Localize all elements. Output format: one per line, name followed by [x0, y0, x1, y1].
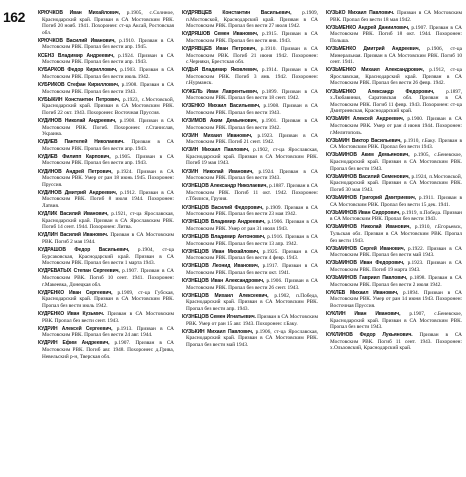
- entry-name: КУБАРКОВ Федор Кириллович,: [38, 67, 118, 74]
- entry-details: р.1913. Призван в СА Мостовским РВК. Пропал без вести 24 авг. 1944.: [42, 325, 174, 339]
- entry-details: р.1905. Призван в СА Мостовским РВК. Пропал без вести апр. 1943.: [42, 153, 174, 167]
- entry-name: КУКЛЕВ Михаил Иванович,: [326, 289, 399, 296]
- entry-details: Призван в СА Мостовским РВК. Пропал без вести апр. 1943.: [42, 139, 174, 152]
- list-item: [326, 10, 462, 23]
- list-item: [38, 82, 174, 95]
- entry-name: КУДРАШОВ Федор Васильевич,: [38, 247, 130, 254]
- list-item: [182, 219, 318, 232]
- list-item: [38, 118, 174, 138]
- column-left: [38, 10, 174, 472]
- entry-details: р.1904, ст-ца Бурсаковская, Краснодарский край. Призван в СА Мостовским РВК. Пропал без вести 1 марта 1943.: [42, 247, 174, 267]
- entry-details: р.1923. Призван в СА Мостовским РВК. Погиб 19 марта 1943.: [330, 260, 462, 273]
- entry-details: Призван в СА Мостовским РВК. Погиб 11 сент. 1943. Похоронен: х.Ольховский, Краснодарский край.: [330, 332, 462, 352]
- entry-details: р.1906. Призван в СА Мостовским РВК. Умер от ран 31 июля 1943.: [186, 219, 318, 232]
- list-item: [38, 10, 174, 36]
- list-item: [38, 53, 174, 66]
- list-item: [38, 326, 174, 339]
- list-item: [182, 234, 318, 247]
- entry-name: КУДРЯВЦЕВ Иван Петрович,: [182, 45, 257, 52]
- entry-details: Призван в СА Мостовским РВК. Умер от ран 15 авг. 1943. Похоронен: г.Баку.: [186, 313, 318, 327]
- list-item: [38, 139, 174, 152]
- list-item: [182, 183, 318, 203]
- entry-name: КУДИНОВ Николай Андреевич,: [38, 117, 117, 124]
- entry-details: р.1910, г.Егорьевск, Тульская обл. Призван в СА Мостовским РВК. Пропал без вести 1943.: [330, 224, 462, 244]
- list-item: [326, 67, 462, 87]
- entry-details: р.1921, ст-ца Ярославская, Краснодарский край. Призван в СА Ярославским РВК. Погиб 14 сент. 1944. Похоронен: Литва.: [42, 211, 174, 231]
- entry-name: КУЗЬМЕНКО Александр Федорович,: [326, 88, 435, 95]
- list-item: [182, 329, 318, 349]
- entry-details: р.1898. Призван в СА Мостовским РВК. Пропал без вести 2 июля 1942.: [330, 274, 462, 288]
- entry-details: р.1887. Призван в СА Мостовским РВК. Погиб 11 окт. 1942. Похоронен: г.Тбилиси, Грузия.: [186, 183, 318, 203]
- list-item: [182, 133, 318, 146]
- list-item: [326, 275, 462, 288]
- entry-details: р.1917. Призван в СА Мостовским РВК. Пропал без вести окт. 1941.: [186, 263, 318, 276]
- list-item: [326, 210, 462, 223]
- entry-name: КУЗНЕЦОВ Василий Федорович,: [182, 204, 264, 211]
- entry-name: КУКЛИН Иван Иванович,: [326, 310, 401, 317]
- entry-details: р.1909. Призван в СА Мостовским РВК. Пропал без вести 23 мая 1942.: [186, 204, 318, 218]
- list-item: [326, 195, 462, 208]
- entry-name: КУДРИН Ефим Андреевич,: [38, 340, 110, 347]
- entry-details: р.1922. Призван в СА Мостовским РВК. Пропал без вести май 1943.: [330, 245, 462, 259]
- list-item: [182, 67, 318, 87]
- column-right: [326, 10, 462, 472]
- list-item: [38, 247, 174, 267]
- entry-details: р.1903. Призван в СА Мостовским РВК. Пропал без вести июль 1942.: [42, 67, 174, 80]
- entry-name: КУЗЕНКО Михаил Васильевич,: [182, 103, 261, 110]
- entry-name: КУДРЕНКО Иван Кузьмич.: [38, 310, 105, 317]
- entry-details: р.1924. Призван в СА Мостовским РВК. Пропал без вести 1943.: [186, 168, 318, 182]
- entry-name: КУЗЬМЕНКО Дмитрий Андреевич,: [326, 45, 420, 52]
- entry-name: КУДИНОВ Андрей Петрович,: [38, 168, 113, 175]
- entry-name: КСЕНЗ Владимир Андреевич,: [38, 52, 115, 59]
- entry-name: КРЮЧКОВ Иван Михайлович,: [38, 10, 120, 16]
- list-item: [182, 10, 318, 30]
- entry-name: КУДРИН Алексей Сергеевич,: [38, 325, 113, 332]
- entry-details: Призван в СА Мостовским РВК. Погиб 2 мая 1944.: [42, 232, 174, 245]
- entry-name: КУДРЕНКО Иван Сергеевич,: [38, 289, 113, 296]
- entry-details: р.1925. Призван в СА Мостовским РВК. Пропал без вести 4 февр. 1943.: [186, 248, 318, 262]
- list-item: [38, 169, 174, 189]
- entry-name: КУЗНЕЦОВ Владимир Андреевич,: [182, 219, 266, 226]
- entry-name: КУЗЬМЕНКО Михаил Александрович,: [326, 67, 424, 74]
- list-item: [182, 103, 318, 116]
- entry-name: КУЗИН Михаил Павлович,: [182, 147, 250, 154]
- list-item: [326, 290, 462, 310]
- entry-details: р.1910. Призван в СА Мостовским РВК. Пропал без вести апр. 1945.: [42, 37, 174, 51]
- list-item: [182, 293, 318, 313]
- entry-details: р.1894. Призван в СА Мостовским РВК. Умер от ран 14 июня 1943. Похоронен: Восточная Пруссия.: [330, 289, 462, 309]
- entry-details: р.1908. Призван в СА Мостовским РВК. Пропал без вести 1943.: [42, 81, 174, 95]
- list-item: [326, 25, 462, 45]
- list-item: [182, 169, 318, 182]
- entry-details: р.1923. Призван в СА Мостовским РВК. Погиб 21 сент. 1942.: [186, 132, 318, 146]
- entry-name: КУЗНЕЦОВ Семен Игнатьевич.: [182, 313, 256, 320]
- list-item: [38, 154, 174, 167]
- page-number: 162: [3, 9, 25, 25]
- entry-name: КУЗЬМИНОВ Иван Федорович,: [326, 260, 405, 267]
- list-item: [38, 211, 174, 231]
- entry-details: р.1916. Призван в СА Мостовским РВК. Пропал без вести 13 апр. 1942.: [186, 233, 318, 247]
- entry-name: КУЗИМОВ Аким Демьянович,: [182, 117, 258, 124]
- entry-name: КУБРИКОВ Стефан Кириллович,: [38, 81, 120, 88]
- entry-details: р.1902, ст-ца Ярославская, Краснодарский край. Призван в СА Мостовским РВК. Погиб 19 мая 1943.: [186, 147, 318, 167]
- entry-details: р.1905, с.Беневское, Краснодарский край. Призван в СА Мостовским РВК. Пропал без вести 1943.: [330, 152, 462, 172]
- entry-name: КУЗНЕЦОВ Иван Александрович,: [182, 277, 265, 284]
- list-item: [38, 232, 174, 245]
- list-item: [182, 147, 318, 167]
- list-item: [182, 263, 318, 276]
- entry-details: р.1907. Призван в СА Мостовским РВК. Погиб 18 окт. 1944. Похоронен: Польша.: [330, 24, 462, 44]
- entry-details: р.1919, п.Победа. Призван в СА Мостовским РВК. Пропал без вести 1943.: [330, 209, 462, 223]
- entry-name: КУДЬЯ Владимир Яковлевич,: [182, 67, 259, 74]
- list-item: [182, 249, 318, 262]
- entry-details: р.1912, ст-ца Ярославская, Краснодарский край. Призван в СА Мостовским РВК. Пропал без вести 26 февр. 1942.: [330, 67, 462, 87]
- list-item: [182, 278, 318, 291]
- entry-name: КУДИЕВ Пантелей Николаевич.: [38, 139, 125, 146]
- columns-container: [38, 10, 462, 472]
- entry-details: р.1915. Призван в СА Мостовским РВК. Пропал без вести янв. 1943.: [186, 31, 318, 44]
- list-item: [38, 97, 174, 117]
- list-item: [38, 340, 174, 360]
- entry-name: КУЗНЕЦОВ Иван Михайлович,: [182, 248, 260, 255]
- entry-details: р.1914. Призван в СА Мостовским РВК. Погиб 3 янв. 1942. Похоронен: г.Нурманск.: [186, 67, 318, 87]
- entry-details: Призван в СА Мостовским РВК. Пропал без вести сент. 1943.: [42, 310, 174, 324]
- entry-name: КУЗЬМИНОВ Иван Сидорович,: [326, 209, 401, 216]
- entry-name: КУЗЬМИНОВ Николай Иванович,: [326, 224, 411, 231]
- list-item: [182, 118, 318, 131]
- entry-name: КУЗЬМЕНКО Андрей Даниилович,: [326, 24, 410, 31]
- entry-details: р.1902, п.Победа, Краснодарский край. Призван в СА Мостовским РВК. Пропал без вести апр. 1943.: [186, 292, 318, 312]
- list-item: [38, 67, 174, 80]
- entry-name: КУДРЯВЦЕВ Константин Васильевич,: [182, 10, 292, 16]
- entry-details: р.1909, п.Мостовской, Краснодарский край. Призван в СА Мостовским РВК. Пропал без вести 27 июля 1942.: [186, 10, 318, 30]
- list-item: [182, 314, 318, 327]
- entry-details: р.1924. Призван в СА Мостовским РВК. Пропал без вести апр. 1943.: [42, 52, 174, 66]
- entry-details: р.1907. Призван в СА Мостовским РВК. Погиб 10 сент. 1941. Похоронен: г.Макеевка, Донецкая обл.: [42, 268, 174, 288]
- entry-name: КУЖЕЛЬ Иван Лаврентьевич,: [182, 88, 259, 95]
- list-item: [38, 268, 174, 288]
- entry-details: р.1906, ст-ца Ярославская, Краснодарский край. Призван в СА Мостовским РВК. Пропал без вести май 1943.: [186, 328, 318, 348]
- list-item: [326, 311, 462, 331]
- list-item: [38, 190, 174, 210]
- column-middle: [182, 10, 318, 472]
- entry-name: КУЗЬМИНОВ Гавриил Павлович,: [326, 274, 408, 281]
- entry-details: р.1912. Призван в СА Мостовским РВК. Погиб 8 июля 1944. Похоронен: Латвия.: [42, 189, 174, 210]
- entry-name: КУЗНЕЦОВ Михаил Алексеевич,: [182, 292, 269, 299]
- entry-name: КУДЛИН Василий Иванович.: [38, 232, 109, 239]
- entry-name: КУКЛИНОВ Федор Лукьянович.: [326, 332, 413, 339]
- list-item: [326, 138, 462, 151]
- entry-details: р.1901. Призван в СА Мостовским РВК. Пропал без вести 1942.: [186, 117, 318, 131]
- entry-details: р.1909, ст-ца Губская, Краснодарский край. Призван в СА Мостовским РВК. Пропал без вести июль 1942.: [42, 289, 174, 309]
- entry-name: КУЗЬМИНОВ Аким Демьянович,: [326, 152, 410, 159]
- list-item: [182, 46, 318, 66]
- list-item: [326, 260, 462, 273]
- list-item: [326, 246, 462, 259]
- entry-details: р.1924, п.Мостовской, Краснодарский край. Призван в СА Мостовским РВК. Погиб 30 мая 1943.: [330, 173, 462, 193]
- list-item: [326, 224, 462, 244]
- list-item: [38, 38, 174, 51]
- list-item: [326, 174, 462, 194]
- entry-details: р.1897, х.Любавинки, Саратовская обл. Призван в СА Мостовским РВК. Погиб 11 февр. 1943. Похоронен: ст-ца Дмитриевская, Краснодарский край.: [330, 88, 462, 115]
- list-item: [326, 89, 462, 115]
- list-item: [326, 332, 462, 352]
- entry-name: КУЗЬКО Михаил Павлович.: [326, 10, 395, 16]
- entry-name: КУЗНЕЦОВ Александр Николаевич,: [182, 183, 268, 190]
- entry-name: КУДЛИК Василий Иванович,: [38, 211, 109, 218]
- list-item: [326, 116, 462, 136]
- entry-details: р.1907. Призван в СА Мостовским РВК. Погиб авг. 1948. Похоронен: д.Грива, Невельский р-н, Тверская обл.: [42, 340, 174, 360]
- entry-name: КУДРЕВАТЫХ Степан Сергеевич,: [38, 268, 120, 275]
- entry-name: КУЗЬКИН Михаил Павлович,: [182, 328, 254, 335]
- entry-details: р.1900. Призван в СА Мостовским РВК. Умер от ран 4 июня 1944. Похоронен: г.Мелитополь.: [330, 116, 462, 136]
- entry-details: р.1907, с.Беневское, Краснодарский край. Призван в СА Мостовским РВК. Пропал без вести 1943.: [330, 310, 462, 331]
- list-item: [182, 205, 318, 218]
- list-item: [38, 290, 174, 310]
- entry-name: КУЗЬМИНОВ Григорий Дмитриевич,: [326, 194, 416, 201]
- entry-details: р.1923, с.Мостовской, Краснодарский край. Призван в СА Мостовским РВК. Погиб 22 окт. 1943. Похоронен: Восточная Пруссия.: [42, 96, 174, 116]
- entry-name: КУБЫКИН Константин Петрович,: [38, 96, 121, 103]
- entry-details: р.1908. Призван в СА Мостовским РВК. Погиб. Похоронен: г.Станислав, Украина.: [42, 117, 174, 138]
- entry-details: р.1911. Призван в СА Мостовским РВК. Пропал без вести 15 дек. 1941.: [330, 194, 462, 208]
- entry-name: КУЗЬМИНОВ Василий Семенович,: [326, 173, 410, 180]
- entry-details: р.1924. Призван в СА Мостовским РВК. Умер от ран 18 июнь 1945. Похоронен: Пруссия.: [42, 168, 174, 188]
- entry-name: КУЗЬМИН Алексей Андреевич,: [326, 116, 404, 123]
- entry-name: КУДРЯШОВ Семен Иванович,: [182, 31, 259, 38]
- entry-details: р.1906. Призван в СА Мостовским РВК. Пропал без вести 26 сент. 1943.: [186, 277, 318, 291]
- entry-name: КРЮЧКОВ Василий Иванович,: [38, 37, 116, 44]
- list-item: [326, 152, 462, 172]
- entry-name: КУЗЬМИН Виктор Васильевич,: [326, 137, 402, 144]
- list-item: [182, 31, 318, 44]
- entry-name: КУЗНЕЦОВ Владимир Антонович,: [182, 233, 266, 240]
- entry-details: Призван в СА Мостовским РВК. Пропал без вести 18 мая 1942.: [330, 10, 462, 23]
- entry-details: р.1910, г.Баку. Призван в СА Мостовским РВК. Пропал без вести 1943.: [330, 137, 462, 151]
- entry-name: КУЗНЕЦОВ Леонид Иванович,: [182, 263, 259, 270]
- list-item: [326, 46, 462, 66]
- entry-name: КУЗИН Николай Иванович,: [182, 168, 254, 175]
- entry-details: р.1910. Призван в СА Мостовским РВК. Погиб 21 июня 1942. Похоронен: с.Черняки, Брестская обл.: [186, 45, 318, 66]
- entry-name: КУДИЕВ Филипп Карпович,: [38, 153, 111, 160]
- entry-details: р.1906, ст-ца Минеральная. Призван в СА Мостовским РВК. Погиб 10 сент. 1941.: [330, 45, 462, 66]
- entry-details: р.1899. Призван в СА Мостовским РВК. Пропал без вести 18 сент. 1942.: [186, 88, 318, 102]
- entry-details: р.1908. Призван в СА Мостовским РВК. Пропал без вести 1943.: [186, 103, 318, 116]
- entry-name: КУДИНОВ Дмитрий Андреевич,: [38, 189, 117, 196]
- entry-name: КУЗИН Михаил Иванович,: [182, 132, 253, 139]
- entry-details: р.1905, с.Солнное, Краснодарский край. Призван в СА Мостовским РВК. Погиб 20 нояб. 1941. Похоронен: ст-ца Аксай, Ростовская обл.: [42, 10, 174, 36]
- entry-name: КУЗЬМИНОВ Сергей Иванович,: [326, 245, 405, 252]
- list-item: [38, 311, 174, 324]
- list-item: [182, 89, 318, 102]
